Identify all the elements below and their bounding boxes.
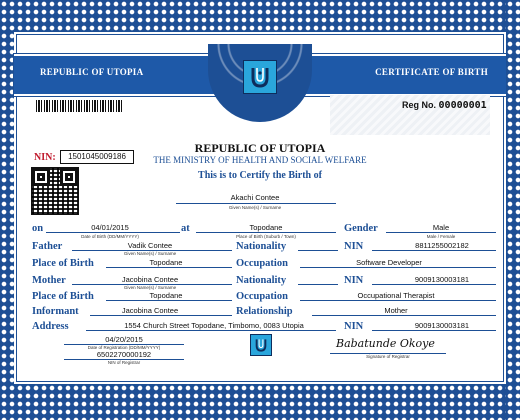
informant-name-line: [90, 315, 232, 316]
registrar-signature: [336, 337, 435, 350]
on-label: on: [32, 223, 44, 234]
signature-text: Babatunde Okoye: [336, 337, 435, 350]
registration-number-caption: NIN of Registrar: [107, 360, 141, 365]
mother-nin-label: NIN: [344, 275, 364, 286]
mother-nationality-label: Nationality: [236, 275, 287, 286]
father-pob-line: [106, 267, 232, 268]
registration-date: 04/20/2015: [105, 335, 143, 344]
mother-nationality-line: [298, 284, 338, 285]
address-label: Address: [32, 321, 69, 332]
father-pob-label: Place of Birth: [32, 258, 94, 269]
father-nationality-label: Nationality: [236, 241, 287, 252]
address-nin-label: NIN: [344, 321, 364, 332]
father-nin-label: NIN: [344, 241, 364, 252]
mother-nin-line: [372, 284, 496, 285]
mother-occupation-line: [300, 300, 496, 301]
mother-nin: 9009130003181: [414, 275, 470, 284]
border-top: [0, 0, 520, 32]
mother-label: Mother: [32, 275, 66, 286]
birth-date-line: [46, 232, 180, 233]
father-name: Vadik Contee: [127, 241, 173, 250]
mother-pob-line: [106, 300, 232, 301]
header-certificate-title: CERTIFICATE OF BIRTH: [375, 67, 488, 77]
gender-line: [386, 232, 496, 233]
registration-number: 6502270000192: [96, 350, 152, 359]
mother-occupation-label: Occupation: [236, 291, 288, 302]
at-label: at: [181, 223, 190, 234]
father-occupation: Software Developer: [356, 258, 422, 267]
father-nin: 8811255002182: [415, 241, 469, 250]
certificate-country-title: REPUBLIC OF UTOPIA: [194, 141, 326, 155]
child-name-line: [176, 203, 336, 204]
header-country: REPUBLIC OF UTOPIA: [40, 67, 144, 77]
birth-place-caption: Place of Birth (Suburb / Town): [236, 234, 296, 239]
child-name: Akachi Contee: [230, 193, 280, 202]
gender-caption: Male / Female: [426, 234, 456, 239]
mother-name: Jacobina Contee: [121, 275, 179, 284]
address-nin: 9009130003181: [414, 321, 470, 330]
father-nin-line: [372, 250, 496, 251]
father-occupation-line: [300, 267, 496, 268]
child-name-caption: Given Name(s) / Surname: [228, 205, 282, 210]
seal-emblem-icon: [250, 334, 272, 356]
mother-occupation: Occupational Therapist: [357, 291, 435, 300]
nin-label: NIN:: [34, 152, 56, 163]
relationship-label: Relationship: [236, 306, 293, 317]
border-bottom: [0, 384, 520, 420]
relationship-line: [312, 315, 496, 316]
gender-value: Male: [432, 223, 450, 232]
father-nationality-line: [298, 250, 338, 251]
father-label: Father: [32, 241, 63, 252]
address-value: 1554 Church Street Topodane, Timbomo, 0083 Utopia: [124, 321, 304, 330]
birth-date: 04/01/2015: [91, 223, 129, 232]
address-line: [86, 330, 336, 331]
border-left: [0, 0, 14, 420]
nin-value-box: 1501045009186: [60, 150, 134, 164]
border-right: [506, 0, 520, 420]
informant-name: Jacobina Contee: [121, 306, 179, 315]
father-occupation-label: Occupation: [236, 258, 288, 269]
mother-name-caption: Given Name(s) / Surname: [123, 285, 177, 290]
barcode-icon: [36, 100, 124, 112]
birth-place: Topodane: [249, 223, 283, 232]
qr-code-icon: [32, 168, 78, 214]
certify-statement: This is to Certify the Birth of: [198, 170, 322, 181]
father-pob: Topodane: [149, 258, 183, 267]
gender-label: Gender: [344, 223, 378, 234]
reg-number: Reg No. 00000001: [402, 100, 487, 111]
registration-date-caption: Date of Registration (DD/MM/YYYY): [87, 345, 161, 350]
mother-pob: Topodane: [149, 291, 183, 300]
father-name-caption: Given Name(s) / Surname: [123, 251, 177, 256]
signature-caption: Signature of Registrar: [366, 354, 410, 359]
ministry-title: THE MINISTRY OF HEALTH AND SOCIAL WELFARE: [153, 155, 367, 165]
birth-place-line: [196, 232, 336, 233]
utopia-emblem-icon: [243, 60, 277, 94]
mother-pob-label: Place of Birth: [32, 291, 94, 302]
address-nin-line: [372, 330, 496, 331]
birth-date-caption: Date of Birth (DD/MM/YYYY): [81, 234, 139, 239]
relationship-value: Mother: [384, 306, 408, 315]
informant-label: Informant: [32, 306, 79, 317]
